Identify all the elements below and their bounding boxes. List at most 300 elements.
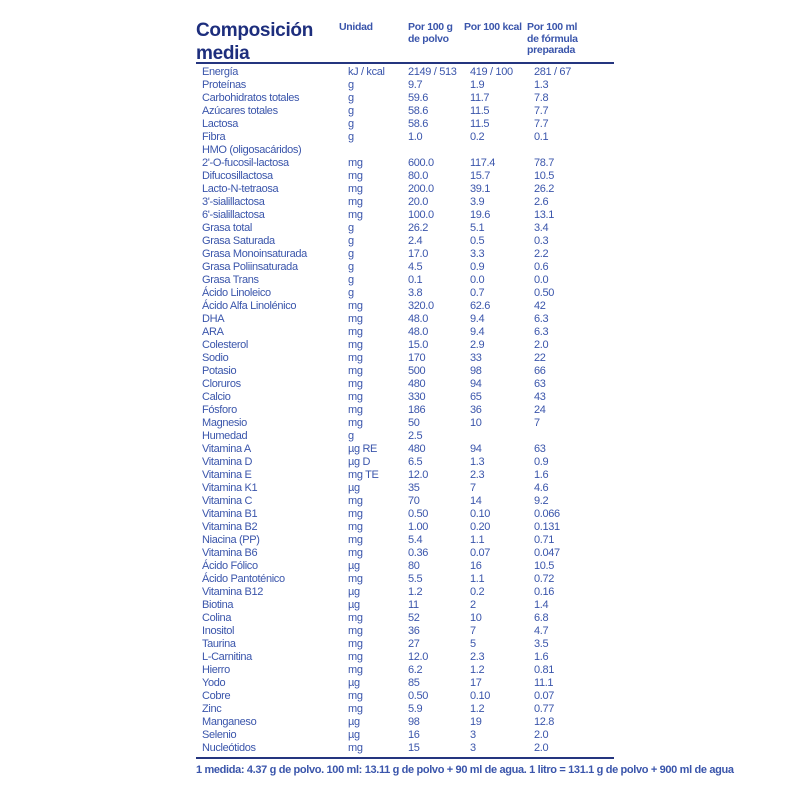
row-per100g: 52 bbox=[408, 612, 420, 624]
row-label: Niacina (PP) bbox=[202, 534, 260, 546]
row-per100g: 20.0 bbox=[408, 196, 429, 208]
row-per100ml: 3.4 bbox=[534, 222, 549, 234]
row-per100kcal: 1.2 bbox=[470, 664, 485, 676]
row-unit: mg bbox=[348, 209, 363, 221]
row-label: Magnesio bbox=[202, 417, 247, 429]
row-per100ml: 2.0 bbox=[534, 729, 549, 741]
row-label: Ácido Linoleico bbox=[202, 287, 271, 299]
row-per100g: 1.00 bbox=[408, 521, 429, 533]
row-per100kcal bbox=[464, 144, 527, 157]
row-unit: g bbox=[348, 222, 354, 234]
row-per100g: 2149 / 513 bbox=[408, 66, 457, 78]
row-label: Calcio bbox=[202, 391, 231, 403]
table-row bbox=[196, 209, 614, 222]
table-row bbox=[196, 352, 614, 365]
row-unit: mg bbox=[348, 417, 363, 429]
table-row bbox=[196, 365, 614, 378]
row-per100ml: 0.77 bbox=[534, 703, 555, 715]
table-row bbox=[196, 92, 614, 105]
row-unit: µg bbox=[348, 586, 360, 598]
row-unit: g bbox=[348, 430, 354, 442]
column-header-per100g: Por 100 g de polvo bbox=[408, 21, 453, 45]
row-label: Biotina bbox=[202, 599, 234, 611]
row-per100ml: 13.1 bbox=[534, 209, 555, 221]
column-header-per100ml: Por 100 ml de fórmula preparada bbox=[527, 21, 578, 56]
row-per100kcal: 1.1 bbox=[470, 534, 485, 546]
row-unit: mg bbox=[348, 365, 363, 377]
table-row bbox=[196, 677, 614, 690]
row-per100g: 15 bbox=[408, 742, 420, 754]
table-row bbox=[196, 482, 614, 495]
row-per100ml: 9.2 bbox=[534, 495, 549, 507]
row-unit: mg bbox=[348, 157, 363, 169]
row-unit: mg bbox=[348, 612, 363, 624]
table-body bbox=[196, 66, 614, 755]
table-row bbox=[196, 183, 614, 196]
row-unit: mg TE bbox=[348, 469, 379, 481]
row-per100kcal: 33 bbox=[470, 352, 482, 364]
row-per100kcal bbox=[464, 430, 527, 443]
table-row bbox=[196, 599, 614, 612]
row-per100g: 6.2 bbox=[408, 664, 423, 676]
row-per100g: 27 bbox=[408, 638, 420, 650]
row-per100g: 3.8 bbox=[408, 287, 423, 299]
row-per100kcal: 11.7 bbox=[470, 92, 490, 104]
row-unit: mg bbox=[348, 196, 363, 208]
row-per100ml: 1.6 bbox=[534, 651, 549, 663]
table-row bbox=[196, 521, 614, 534]
row-label: Grasa Poliinsaturada bbox=[202, 261, 298, 273]
row-per100g bbox=[408, 144, 464, 157]
row-per100kcal: 0.5 bbox=[470, 235, 485, 247]
table-row bbox=[196, 651, 614, 664]
row-per100g: 48.0 bbox=[408, 326, 429, 338]
row-per100kcal: 19.6 bbox=[470, 209, 491, 221]
row-per100g: 5.9 bbox=[408, 703, 423, 715]
row-per100ml: 0.1 bbox=[534, 131, 549, 143]
row-label: 2'-O-fucosil-lactosa bbox=[202, 157, 289, 169]
row-per100ml: 0.0 bbox=[534, 274, 549, 286]
row-per100kcal: 94 bbox=[470, 378, 482, 390]
row-per100ml bbox=[527, 430, 614, 443]
row-unit bbox=[339, 144, 408, 157]
row-label: Zinc bbox=[202, 703, 222, 715]
row-per100kcal: 3 bbox=[470, 729, 476, 741]
row-per100ml: 6.8 bbox=[534, 612, 549, 624]
row-per100kcal: 15.7 bbox=[470, 170, 491, 182]
row-per100kcal: 0.10 bbox=[470, 690, 491, 702]
row-label: Manganeso bbox=[202, 716, 257, 728]
row-per100g: 200.0 bbox=[408, 183, 434, 195]
table-row bbox=[196, 339, 614, 352]
row-unit: µg D bbox=[348, 456, 371, 468]
row-label: Vitamina C bbox=[202, 495, 253, 507]
row-unit: mg bbox=[348, 508, 363, 520]
row-label: Grasa Monoinsaturada bbox=[202, 248, 307, 260]
row-per100g: 36 bbox=[408, 625, 420, 637]
table-row bbox=[196, 443, 614, 456]
row-per100ml: 0.72 bbox=[534, 573, 555, 585]
row-per100ml: 1.3 bbox=[534, 79, 549, 91]
row-per100kcal: 94 bbox=[470, 443, 482, 455]
table-row bbox=[196, 469, 614, 482]
row-label: Grasa total bbox=[202, 222, 252, 234]
row-per100ml: 1.6 bbox=[534, 469, 549, 481]
row-per100kcal: 1.3 bbox=[470, 456, 485, 468]
row-per100ml: 0.50 bbox=[534, 287, 555, 299]
table-row bbox=[196, 690, 614, 703]
table-row bbox=[196, 248, 614, 261]
row-per100kcal: 0.07 bbox=[470, 547, 491, 559]
row-per100ml: 0.71 bbox=[534, 534, 555, 546]
row-unit: mg bbox=[348, 313, 363, 325]
column-header-per100kcal: Por 100 kcal bbox=[464, 21, 522, 33]
row-label: Sodio bbox=[202, 352, 229, 364]
table-row bbox=[196, 131, 614, 144]
row-unit: µg bbox=[348, 482, 360, 494]
row-per100ml: 7 bbox=[534, 417, 540, 429]
row-label: Grasa Saturada bbox=[202, 235, 275, 247]
row-per100kcal: 3 bbox=[470, 742, 476, 754]
table-row bbox=[196, 66, 614, 79]
row-per100ml: 24 bbox=[534, 404, 546, 416]
table-row bbox=[196, 105, 614, 118]
row-per100kcal: 7 bbox=[470, 625, 476, 637]
row-label: 6'-sialillactosa bbox=[202, 209, 265, 221]
row-per100ml: 10.5 bbox=[534, 560, 555, 572]
row-label: Hierro bbox=[202, 664, 230, 676]
row-unit: mg bbox=[348, 638, 363, 650]
row-unit: mg bbox=[348, 326, 363, 338]
row-unit: g bbox=[348, 261, 354, 273]
row-per100kcal: 3.9 bbox=[470, 196, 485, 208]
row-per100g: 26.2 bbox=[408, 222, 429, 234]
title-line-2: media bbox=[196, 43, 250, 64]
row-per100g: 58.6 bbox=[408, 118, 429, 130]
row-per100g: 170 bbox=[408, 352, 426, 364]
table-row bbox=[196, 560, 614, 573]
row-unit: mg bbox=[348, 664, 363, 676]
row-per100ml: 3.5 bbox=[534, 638, 549, 650]
row-label: Lactosa bbox=[202, 118, 239, 130]
row-unit: µg bbox=[348, 716, 360, 728]
table-row bbox=[196, 417, 614, 430]
row-per100g: 5.5 bbox=[408, 573, 423, 585]
table-row bbox=[196, 495, 614, 508]
row-per100ml: 0.047 bbox=[534, 547, 560, 559]
row-unit: mg bbox=[348, 690, 363, 702]
row-unit: µg bbox=[348, 677, 360, 689]
row-per100g: 17.0 bbox=[408, 248, 429, 260]
row-per100ml: 0.131 bbox=[534, 521, 560, 533]
row-per100ml: 66 bbox=[534, 365, 546, 377]
column-header-unit: Unidad bbox=[339, 21, 373, 33]
row-per100kcal: 3.3 bbox=[470, 248, 485, 260]
row-per100g: 600.0 bbox=[408, 157, 434, 169]
row-label: ARA bbox=[202, 326, 224, 338]
row-per100kcal: 1.1 bbox=[470, 573, 485, 585]
row-per100g: 480 bbox=[408, 443, 426, 455]
row-per100g: 15.0 bbox=[408, 339, 429, 351]
row-per100g: 80.0 bbox=[408, 170, 429, 182]
row-per100ml: 2.0 bbox=[534, 742, 549, 754]
row-per100ml: 6.3 bbox=[534, 313, 549, 325]
table-row bbox=[196, 79, 614, 92]
row-per100kcal: 5 bbox=[470, 638, 476, 650]
row-label: Vitamina B12 bbox=[202, 586, 264, 598]
row-per100ml: 12.8 bbox=[534, 716, 555, 728]
row-per100g: 0.50 bbox=[408, 508, 429, 520]
table-row bbox=[196, 235, 614, 248]
row-label: Difucosillactosa bbox=[202, 170, 273, 182]
row-per100ml: 0.6 bbox=[534, 261, 549, 273]
row-label: Taurina bbox=[202, 638, 236, 650]
row-per100kcal: 2.9 bbox=[470, 339, 485, 351]
row-label: Cloruros bbox=[202, 378, 241, 390]
row-per100g: 85 bbox=[408, 677, 420, 689]
row-unit: mg bbox=[348, 183, 363, 195]
row-per100ml: 0.3 bbox=[534, 235, 549, 247]
row-unit: µg RE bbox=[348, 443, 378, 455]
table-row bbox=[196, 508, 614, 521]
row-unit: mg bbox=[348, 352, 363, 364]
table-header bbox=[196, 14, 614, 64]
row-per100ml: 63 bbox=[534, 443, 546, 455]
table-row bbox=[196, 586, 614, 599]
row-label: Carbohidratos totales bbox=[202, 92, 300, 104]
table-row bbox=[196, 742, 614, 755]
row-per100g: 80 bbox=[408, 560, 420, 572]
row-label: Humedad bbox=[202, 430, 248, 442]
row-unit: µg bbox=[348, 599, 360, 611]
row-per100kcal: 11.5 bbox=[470, 118, 490, 130]
row-per100kcal: 1.2 bbox=[470, 703, 485, 715]
row-label: Vitamina E bbox=[202, 469, 252, 481]
row-per100g: 0.36 bbox=[408, 547, 429, 559]
row-unit: g bbox=[348, 274, 354, 286]
row-per100g: 11 bbox=[408, 599, 419, 611]
row-label: Cobre bbox=[202, 690, 231, 702]
row-label: Selenio bbox=[202, 729, 237, 741]
row-unit: µg bbox=[348, 560, 360, 572]
table-row bbox=[196, 703, 614, 716]
row-per100kcal: 5.1 bbox=[470, 222, 485, 234]
row-per100g: 100.0 bbox=[408, 209, 434, 221]
row-per100ml: 0.066 bbox=[534, 508, 560, 520]
row-per100kcal: 10 bbox=[470, 612, 482, 624]
row-per100ml: 42 bbox=[534, 300, 546, 312]
row-unit: g bbox=[348, 131, 354, 143]
row-per100kcal: 0.2 bbox=[470, 586, 485, 598]
row-per100kcal: 2.3 bbox=[470, 469, 485, 481]
row-per100ml: 11.1 bbox=[534, 677, 554, 689]
row-per100g: 70 bbox=[408, 495, 420, 507]
row-unit: mg bbox=[348, 703, 363, 715]
row-unit: mg bbox=[348, 534, 363, 546]
row-per100kcal: 65 bbox=[470, 391, 482, 403]
row-per100ml: 78.7 bbox=[534, 157, 555, 169]
row-per100ml: 281 / 67 bbox=[534, 66, 571, 78]
row-label: L-Carnitina bbox=[202, 651, 252, 663]
table-row bbox=[196, 391, 614, 404]
row-per100g: 5.4 bbox=[408, 534, 423, 546]
table-row bbox=[196, 404, 614, 417]
row-per100g: 58.6 bbox=[408, 105, 429, 117]
row-per100g: 50 bbox=[408, 417, 420, 429]
row-label: Vitamina B2 bbox=[202, 521, 258, 533]
row-per100ml: 26.2 bbox=[534, 183, 555, 195]
row-per100kcal: 9.4 bbox=[470, 313, 485, 325]
row-per100g: 186 bbox=[408, 404, 426, 416]
row-per100g: 12.0 bbox=[408, 469, 429, 481]
table-row bbox=[196, 300, 614, 313]
row-per100ml: 7.8 bbox=[534, 92, 549, 104]
row-per100g: 2.4 bbox=[408, 235, 423, 247]
row-unit: mg bbox=[348, 742, 363, 754]
table-row bbox=[196, 261, 614, 274]
row-per100g: 16 bbox=[408, 729, 420, 741]
row-unit: mg bbox=[348, 495, 363, 507]
row-unit: mg bbox=[348, 521, 363, 533]
row-per100kcal: 19 bbox=[470, 716, 482, 728]
row-unit: g bbox=[348, 235, 354, 247]
table-row bbox=[196, 378, 614, 391]
row-per100ml: 2.6 bbox=[534, 196, 549, 208]
row-label: Colesterol bbox=[202, 339, 249, 351]
table-row bbox=[196, 144, 614, 157]
table-row bbox=[196, 534, 614, 547]
row-label: Vitamina A bbox=[202, 443, 251, 455]
nutrition-label bbox=[196, 14, 734, 776]
row-per100ml: 63 bbox=[534, 378, 546, 390]
row-unit: mg bbox=[348, 573, 363, 585]
row-per100g: 330 bbox=[408, 391, 426, 403]
table-row bbox=[196, 573, 614, 586]
row-per100kcal: 17 bbox=[470, 677, 482, 689]
row-per100ml: 6.3 bbox=[534, 326, 549, 338]
row-per100ml: 1.4 bbox=[534, 599, 549, 611]
row-per100ml: 7.7 bbox=[534, 105, 549, 117]
table-row bbox=[196, 638, 614, 651]
row-label: Vitamina K1 bbox=[202, 482, 258, 494]
row-label: Fósforo bbox=[202, 404, 237, 416]
row-per100kcal: 2 bbox=[470, 599, 476, 611]
table-row bbox=[196, 664, 614, 677]
row-per100g: 9.7 bbox=[408, 79, 423, 91]
row-per100kcal: 62.6 bbox=[470, 300, 491, 312]
row-per100g: 0.1 bbox=[408, 274, 423, 286]
row-per100g: 35 bbox=[408, 482, 420, 494]
row-label: Azúcares totales bbox=[202, 105, 278, 117]
row-per100kcal: 16 bbox=[470, 560, 482, 572]
row-per100kcal: 0.0 bbox=[470, 274, 485, 286]
row-per100ml: 0.07 bbox=[534, 690, 555, 702]
row-label: Grasa Trans bbox=[202, 274, 259, 286]
row-per100g: 1.0 bbox=[408, 131, 423, 143]
table-row bbox=[196, 274, 614, 287]
row-per100g: 48.0 bbox=[408, 313, 429, 325]
row-unit: mg bbox=[348, 170, 363, 182]
row-per100ml: 4.7 bbox=[534, 625, 549, 637]
row-label: DHA bbox=[202, 313, 225, 325]
row-unit: mg bbox=[348, 391, 363, 403]
row-per100kcal: 98 bbox=[470, 365, 482, 377]
row-unit: g bbox=[348, 105, 354, 117]
row-per100kcal: 36 bbox=[470, 404, 482, 416]
row-label: Vitamina D bbox=[202, 456, 253, 468]
row-label: Nucleótidos bbox=[202, 742, 256, 754]
row-label: Colina bbox=[202, 612, 232, 624]
row-per100kcal: 0.10 bbox=[470, 508, 491, 520]
row-per100g: 6.5 bbox=[408, 456, 423, 468]
row-label: Ácido Fólico bbox=[202, 560, 258, 572]
row-per100g: 12.0 bbox=[408, 651, 429, 663]
row-unit: mg bbox=[348, 378, 363, 390]
row-unit: g bbox=[348, 248, 354, 260]
row-per100ml: 7.7 bbox=[534, 118, 549, 130]
row-per100kcal: 9.4 bbox=[470, 326, 485, 338]
row-unit: kJ / kcal bbox=[348, 66, 385, 78]
row-per100kcal: 2.3 bbox=[470, 651, 485, 663]
table-row bbox=[196, 625, 614, 638]
row-per100g: 4.5 bbox=[408, 261, 423, 273]
row-label: Energía bbox=[202, 66, 239, 78]
row-per100kcal: 10 bbox=[470, 417, 482, 429]
row-per100kcal: 39.1 bbox=[470, 183, 491, 195]
row-label: Ácido Pantoténico bbox=[202, 573, 285, 585]
row-per100ml: 10.5 bbox=[534, 170, 555, 182]
row-unit: mg bbox=[348, 404, 363, 416]
row-per100g: 320.0 bbox=[408, 300, 434, 312]
row-unit: g bbox=[348, 118, 354, 130]
table-row bbox=[196, 326, 614, 339]
row-unit: g bbox=[348, 79, 354, 91]
row-unit: mg bbox=[348, 651, 363, 663]
table-row bbox=[196, 456, 614, 469]
row-per100g: 1.2 bbox=[408, 586, 423, 598]
row-label: Vitamina B6 bbox=[202, 547, 258, 559]
row-unit: mg bbox=[348, 547, 363, 559]
row-per100g: 480 bbox=[408, 378, 426, 390]
row-unit: g bbox=[348, 92, 354, 104]
table-row bbox=[196, 287, 614, 300]
row-per100g: 0.50 bbox=[408, 690, 429, 702]
row-per100g: 98 bbox=[408, 716, 420, 728]
row-per100kcal: 1.9 bbox=[470, 79, 485, 91]
row-per100ml: 2.0 bbox=[534, 339, 549, 351]
row-per100kcal: 0.20 bbox=[470, 521, 491, 533]
page-title bbox=[196, 14, 339, 65]
row-per100kcal: 0.2 bbox=[470, 131, 485, 143]
row-per100ml: 0.16 bbox=[534, 586, 555, 598]
row-label: Inositol bbox=[202, 625, 235, 637]
table-row bbox=[196, 196, 614, 209]
table-row bbox=[196, 170, 614, 183]
title-line-1: Composición bbox=[196, 20, 314, 41]
table-row bbox=[196, 612, 614, 625]
row-label: Yodo bbox=[202, 677, 226, 689]
row-unit: mg bbox=[348, 339, 363, 351]
table-row bbox=[196, 222, 614, 235]
row-per100kcal: 0.7 bbox=[470, 287, 485, 299]
row-per100ml bbox=[527, 144, 614, 157]
row-per100kcal: 11.5 bbox=[470, 105, 490, 117]
table-row bbox=[196, 430, 614, 443]
row-unit: mg bbox=[348, 625, 363, 637]
row-unit: g bbox=[348, 287, 354, 299]
row-per100kcal: 14 bbox=[470, 495, 482, 507]
row-per100kcal: 0.9 bbox=[470, 261, 485, 273]
